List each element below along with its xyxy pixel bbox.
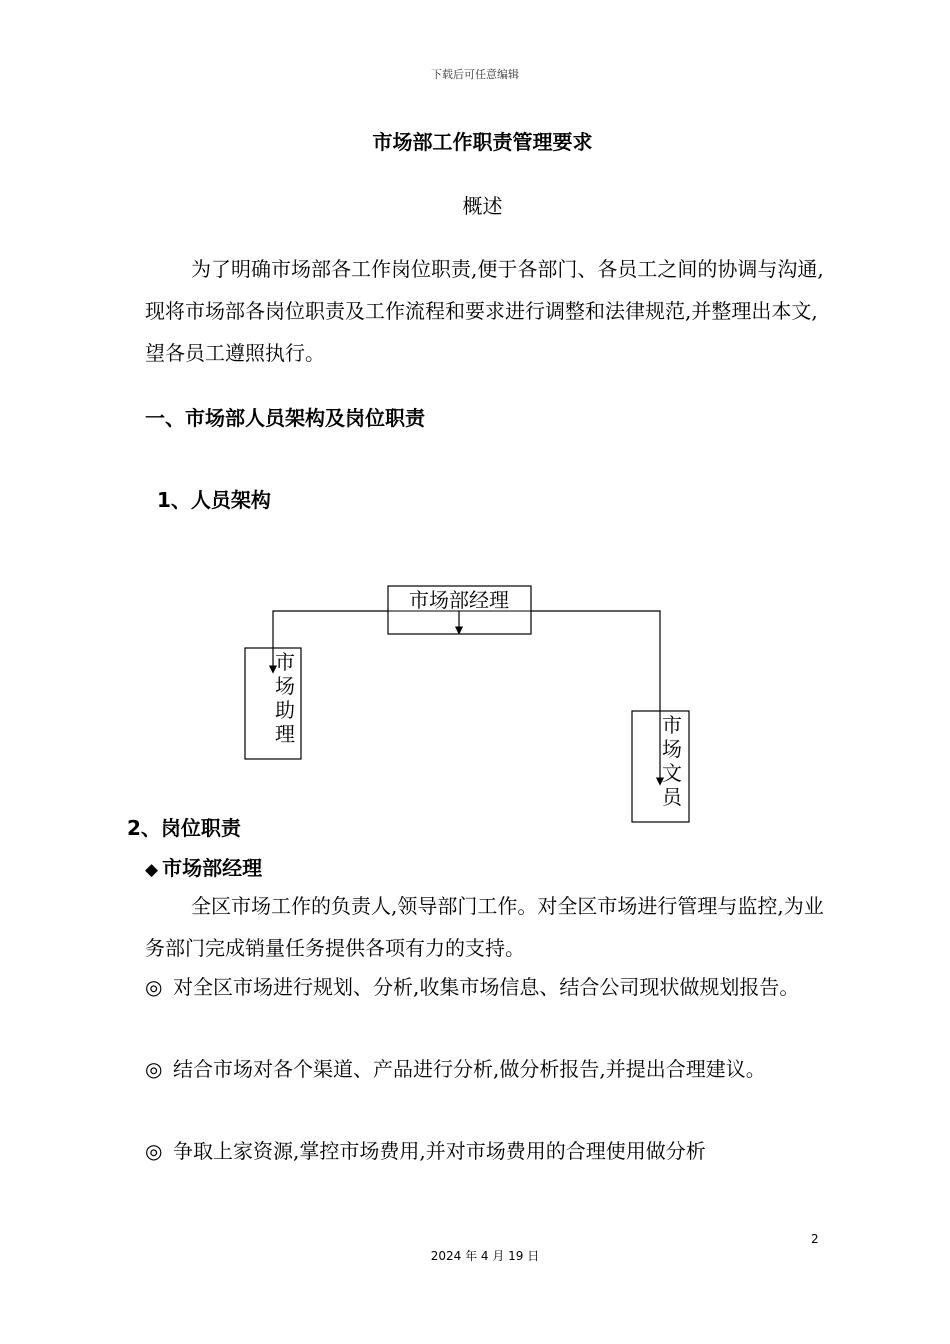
duty-item-text: 争取上家资源,掌控市场费用,并对市场费用的合理使用做分析 bbox=[173, 1139, 706, 1163]
assistant-char: 场 bbox=[275, 674, 295, 698]
circle-bullet-icon: ◎ bbox=[145, 975, 163, 999]
role-title: 市场部经理 bbox=[162, 856, 263, 880]
duty-item bbox=[145, 966, 825, 1008]
clerk-char: 市 bbox=[662, 713, 682, 737]
duty-item-text: 对全区市场进行规划、分析,收集市场信息、结合公司现状做规划报告。 bbox=[173, 975, 800, 999]
assistant-char: 市 bbox=[275, 650, 295, 674]
diamond-bullet-icon: ◆ bbox=[145, 860, 159, 880]
manager-box bbox=[388, 586, 531, 634]
header-note: 下载后可任意编辑 bbox=[431, 68, 519, 81]
role-description-text: 全区市场工作的负责人,领导部门工作。对全区市场进行管理与监控,为业务部门完成销量任务提供各项有力的支持。 bbox=[145, 894, 824, 960]
circle-bullet-icon: ◎ bbox=[145, 1139, 163, 1163]
clerk-char: 文 bbox=[662, 761, 682, 785]
duty-item bbox=[145, 1130, 825, 1172]
assistant-char: 助 bbox=[275, 698, 295, 722]
role-description bbox=[145, 885, 825, 969]
clerk-label bbox=[659, 713, 685, 809]
page-number: 2 bbox=[811, 1232, 819, 1246]
assistant-char: 理 bbox=[275, 722, 295, 746]
clerk-char: 场 bbox=[662, 737, 682, 761]
role-heading bbox=[145, 852, 262, 881]
duty-item-text: 结合市场对各个渠道、产品进行分析,做分析报告,并提出合理建议。 bbox=[173, 1057, 766, 1081]
intro-text: 为了明确市场部各工作岗位职责,便于各部门、各员工之间的协调与沟通,现将市场部各岗位职责及工作流程和要求进行调整和法律规范,并整理出本文,望各员工遵照执行。 bbox=[145, 257, 824, 365]
intro-paragraph bbox=[145, 248, 825, 374]
manager-label: 市场部经理 bbox=[409, 588, 509, 612]
subsection-heading-structure: 1、人员架构 bbox=[157, 488, 271, 512]
subsection-heading-duties: 2、岗位职责 bbox=[127, 816, 241, 840]
footer-date: 2024 年 4 月 19 日 bbox=[430, 1249, 540, 1263]
section-heading-1: 一、市场部人员架构及岗位职责 bbox=[145, 406, 425, 430]
connector-right bbox=[531, 611, 660, 784]
assistant-label bbox=[272, 650, 298, 746]
clerk-char: 员 bbox=[662, 785, 682, 809]
document-title: 市场部工作职责管理要求 bbox=[372, 130, 593, 154]
circle-bullet-icon: ◎ bbox=[145, 1057, 163, 1081]
document-subtitle: 概述 bbox=[462, 194, 503, 218]
duty-item bbox=[145, 1048, 825, 1090]
